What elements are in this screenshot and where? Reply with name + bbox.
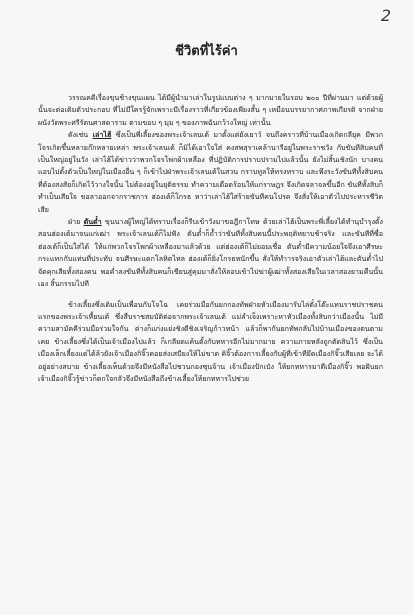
text-run: ขุนนางผู้ใหญ่ได้ทราบเรื่องก็รีบเข้าวังมาขอฎีกาโทษ ด้วยเล่าไฮ้เป็นพระพี่เลี้ยงได้ทำนุบำรุงตั้งสอนฮ่องเต้มาจนแก่เฒ่า พระเจ้าเลนเต้ก็ไม่ฟัง ตันต๋ำก็ถ้ำว่าขันทีทั้งสิบคนนี้ประพฤติหยาบช้าจริง และขันทีที่ซื่อฮ่องเต้ก็เป็นใส่ได้ ให้แก่พวกโจรโพกผ้าเหลืองมาแล้วด้วย แต่ฮ่องเต้ก็ไม่ยอมเชื่อ ตันต๋ำมีความน้อยใจจึงเอาศีรษะกระแทกกับแท่นที่ประทับ จนศีรษะแตกโลหิตไหล ฮ่องเต้ก็ยิ่งโกรธหนักขึ้น สั่งให้ทำารจริงเอาตัวเล่าไฮ้และตันต๋ำไปจัดคุกเสียทั้งสองคน พอค่ำลงขันทีทั้งสิบคนก็เขียนสู่คุมมาสั่งให้ลอบเข้าไปฆ่าผู้เฒ่าทั้งสองเสียในเวลาสองยามคืนนั้นเอง สิ้นกรรมไปที bbox=[38, 217, 383, 289]
text-run: ข้างเลี้ยงซึ่งเดิมเป็นเพื่อนกับโจโฉ เคยร่วมมือกันยกกองทัพฝ่ายหัวเมืองมารับไล่ตั๋งโต๊ะแทนราชปราชคนแรกของพระเจ้าเหี้ยนเต้ ซึ่งสืบราชสมบัติต่อจากพระเจ้าเลนเต้ แม่ลำเจ็งเพราะหาหัวเมืองทั้งสิบกว่าเมืองนั้น ไม่มีความสามัคคีร่วมมือร่วมใจกัน ต่างก็แก่งแย่งชิงดีชิงเจริญก้าวหน้า แล้วก็พากันยกทัพกลับไปบ้านเมืองของตนตามเคย ข้างเลี้ยงซึ่งได้เป็นเจ้าเมืองไปแล้ว ก็เกลียดแค้นตั้งกับทหารอีกไม่มากมาย ความภายหลังถูกตัดสินไว้ ซึ่งเป็นเมืองเล็กเลี้ยงแต่ได้ล้วยังเจ้าเมืองกิจิ๊วคอยส่งเสบียงให้ไม่ขาด คิจิ๊วต้องการเลี้ยงกับผู้ที่เข้าทียึดเมืองกิจิ๊วเสียเลย จะได้อยู่อย่างสบาย ข้างเลี้ยงเห็นด้วยจึงมีหนังสือไปชวนกองซุนจ้าน เจ้าเมืองปักเป๋ง ให้ยกทหารมาตีเมืองกิจิ๊ว พอฝันยกเจ้าเมืองกิจิ๊วรู้ข่าวก็ตกใจกลัวจึงมีหนังสือถึงข้างเลี้ยงให้ยกทหารไปช่วย bbox=[38, 299, 383, 383]
page-number: 2 bbox=[380, 6, 391, 25]
paragraph bbox=[38, 92, 383, 129]
text-run: วรรณคดีเรื่องขุนช้างขุนแผน ได้มีผู้นำมาเล่าในรูปแบบต่าง ๆ มากมายในรอบ ๒๐๐ ปีที่ผ่านมา แต่ด้วยผู้นั้นจะต่อเติมตัวประกอบ ที่ไม่มีใครรู้จักเพราะมีเรื่องราวที่เกี่ยวข้องเพียงสั้น ๆ เหมือนบรรยากาศภาพเกียรติ จากฝ่ายผนังวัดพระศรีรัตนศาสดาราม ตามขอบ ๆ มุม ๆ ของภาพฉันกว้างใหญ่ เท่านั้น bbox=[38, 93, 383, 127]
text-run: ดังเช่น bbox=[68, 130, 93, 140]
text-run: ฝ่าย bbox=[68, 217, 84, 227]
highlighted-name: ตันต๋ำ bbox=[83, 217, 102, 227]
paragraph bbox=[38, 216, 383, 290]
paragraph bbox=[38, 129, 383, 216]
highlighted-name: เล่าไฮ้ bbox=[92, 130, 112, 140]
document-body bbox=[38, 92, 383, 385]
paragraph bbox=[38, 299, 383, 386]
document-title: ชีวิตที่ไร้ค่า bbox=[175, 44, 238, 59]
text-run: ซึ่งเป็นพี่เลี้ยงของพระเจ้าเลนเต้ มาตั้งแต่ยังเยาว์ จนถึงคราวที่บ้านเมืองเกิดกลียุค มีพวกโจรเกิดขึ้นหลายก๊กหลายเหล่า พระเจ้าเลนเต้ ก็มิได้เอาใจใส่ คงสพสุราเคล้านารีอยู่ในพระราชวัง กับขันทีสิบคนที่เป็นใหญ่อยู่ในวัง เล่าไฮ้ได้ข่าวว่าพวกโจรโพกผ้าเหลือง ที่ปฏิบัติการปราบปรามไปแล้วนั้น ยังไม่สิ้นเชิงนัก บางคนแอบไปตั้งตัวเป็นใหญ่ในเมืองอื่น ๆ ก็เข้าไปฝ่าพระเจ้าเลนเต้ในสวน กราบทูลให้ทรงทราบ และพึงระวังขันทีทั้งสิบคนที่ต้องสงสัยก็เกิดไว้วางใจนั้น ไม่ต้องอยู่ในยุติธรรม ทำความเดือดร้อนให้แก่ราษฎร จึงเกิดจลาจลขึ้นอีก ขันทีทั้งสิบก็ทำเป็นเสียใจ ขอลาออกจากราชการ ฮ่องเต้ก็โกรธ หาว่าเล่าไฮ้ใส่ร้ายขันทีคนโปรด จึงสั่งให้เอาตัวไปประหารชีวิตเสีย bbox=[38, 130, 383, 214]
